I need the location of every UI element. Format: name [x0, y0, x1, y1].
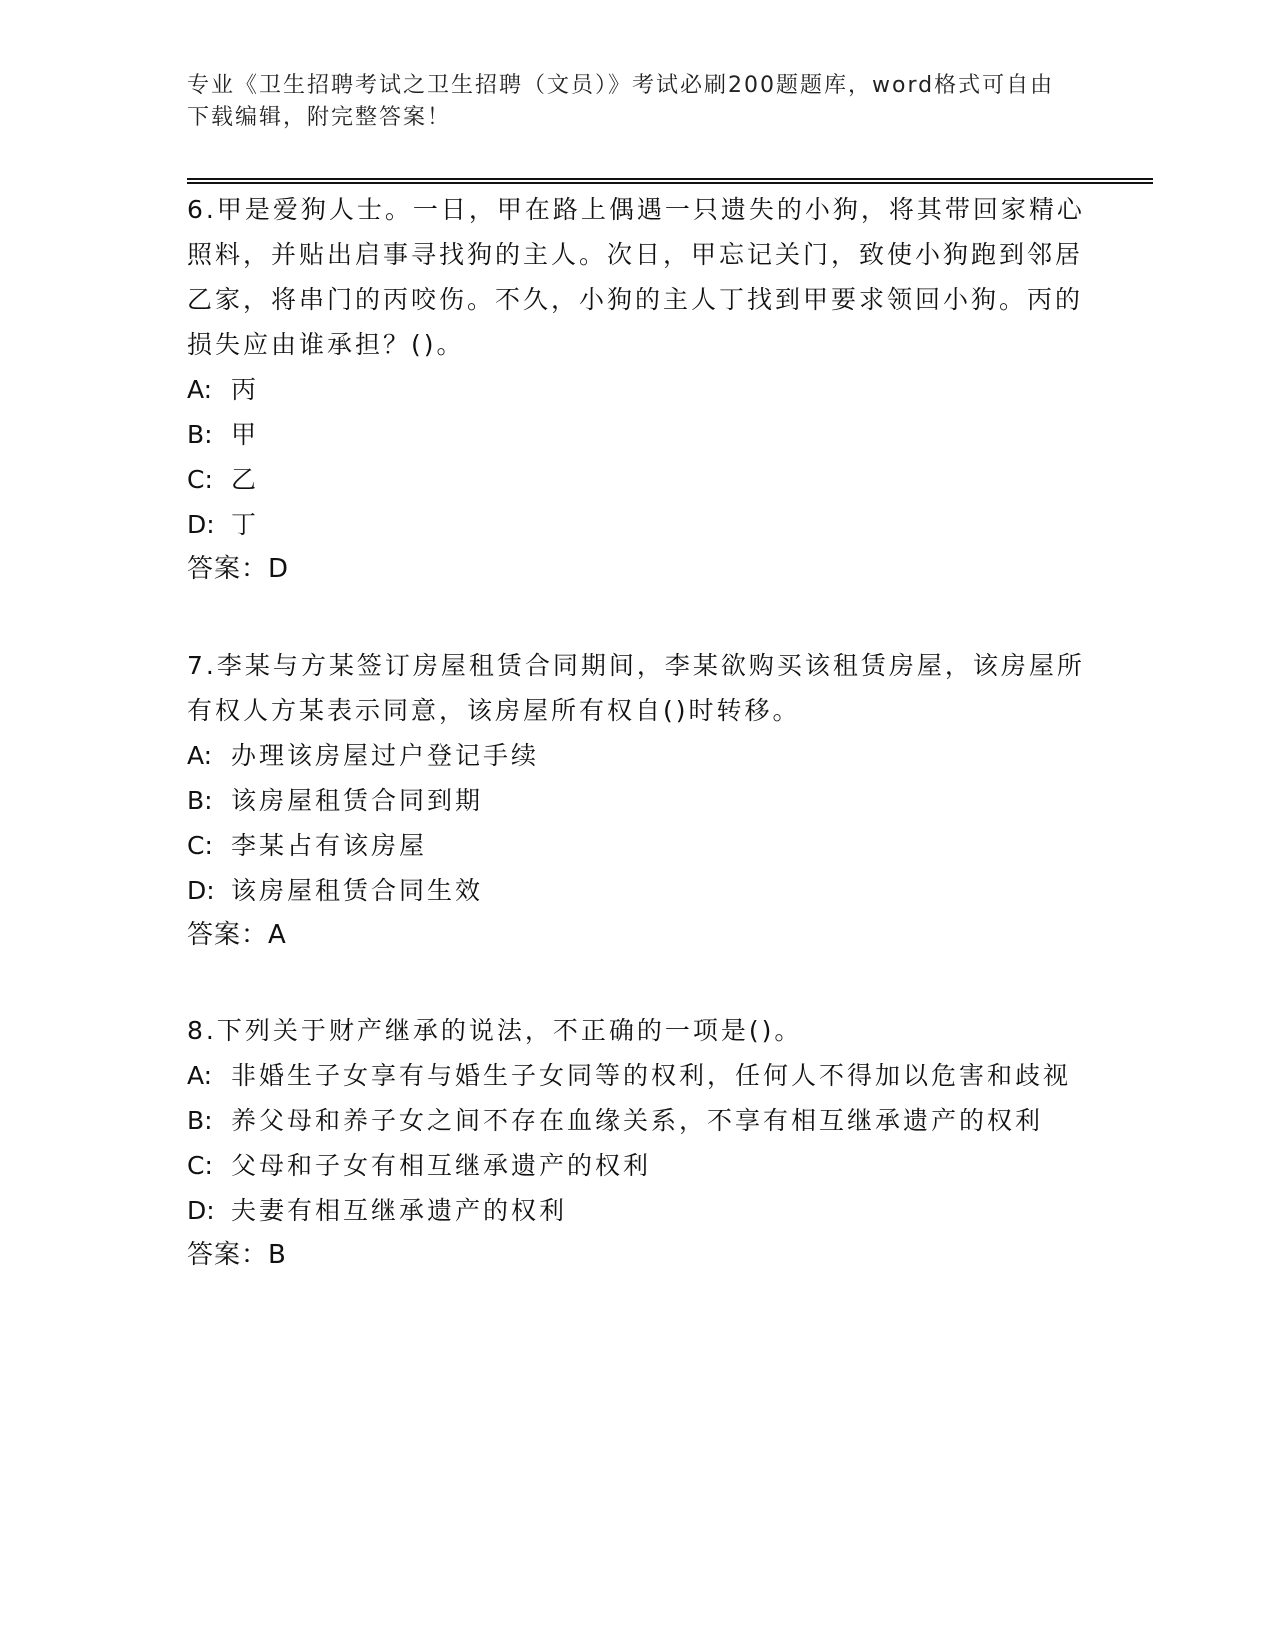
- option-key: A:: [187, 1061, 213, 1090]
- option-b: [187, 412, 1087, 457]
- option-text: 乙: [231, 465, 260, 494]
- option-text: 该房屋租赁合同生效: [231, 876, 484, 905]
- option-d: [187, 502, 1087, 547]
- option-key: B:: [187, 786, 213, 815]
- question-stem: 7.李某与方某签订房屋租赁合同期间，李某欲购买该租赁房屋，该房屋所有权人方某表示同意，该房屋所有权自()时转移。: [187, 651, 1085, 725]
- option-text: 夫妻有相互继承遗产的权利: [231, 1196, 568, 1225]
- question-block: [187, 643, 1087, 958]
- option-c: [187, 457, 1087, 502]
- option-text: 非婚生子女享有与婚生子女同等的权利，任何人不得加以危害和歧视: [231, 1061, 1072, 1090]
- option-d: [187, 1188, 1087, 1233]
- option-key: C:: [187, 831, 213, 860]
- document-header: 专业《卫生招聘考试之卫生招聘（文员）》考试必刷200题题库，word格式可自由下载编辑，附完整答案！: [187, 73, 1055, 130]
- option-key: D:: [187, 876, 215, 905]
- answer: 答案：D: [187, 554, 290, 584]
- option-c: [187, 823, 1087, 868]
- option-text: 丙: [231, 375, 260, 404]
- header-double-rule: [187, 178, 1153, 184]
- option-text: 养父母和养子女之间不存在血缘关系，不享有相互继承遗产的权利: [231, 1106, 1044, 1135]
- question-stem: 6.甲是爱狗人士。一日，甲在路上偶遇一只遗失的小狗，将其带回家精心照料，并贴出启事寻找狗的主人。次日，甲忘记关门，致使小狗跑到邻居乙家，将串门的丙咬伤。不久，小狗的主人丁找到甲要求领回小狗。丙的损失应由谁承担？()。: [187, 195, 1085, 359]
- option-d: [187, 868, 1087, 913]
- option-text: 父母和子女有相互继承遗产的权利: [231, 1151, 652, 1180]
- answer: 答案：B: [187, 1240, 287, 1270]
- option-text: 办理该房屋过户登记手续: [231, 741, 540, 770]
- answer: 答案：A: [187, 920, 287, 950]
- option-key: A:: [187, 741, 213, 770]
- option-text: 该房屋租赁合同到期: [231, 786, 484, 815]
- option-a: [187, 733, 1087, 778]
- option-key: D:: [187, 1196, 215, 1225]
- question-block: [187, 187, 1087, 592]
- option-key: C:: [187, 1151, 213, 1180]
- option-key: B:: [187, 1106, 213, 1135]
- option-key: A:: [187, 375, 213, 404]
- option-a: [187, 367, 1087, 412]
- option-key: C:: [187, 465, 213, 494]
- option-b: [187, 1098, 1087, 1143]
- option-text: 李某占有该房屋: [231, 831, 428, 860]
- option-text: 丁: [231, 510, 260, 539]
- option-key: D:: [187, 510, 215, 539]
- option-c: [187, 1143, 1087, 1188]
- option-b: [187, 778, 1087, 823]
- option-key: B:: [187, 420, 213, 449]
- question-stem: 8.下列关于财产继承的说法，不正确的一项是()。: [187, 1016, 803, 1045]
- option-a: [187, 1053, 1087, 1098]
- option-text: 甲: [231, 420, 260, 449]
- question-block: [187, 1008, 1087, 1278]
